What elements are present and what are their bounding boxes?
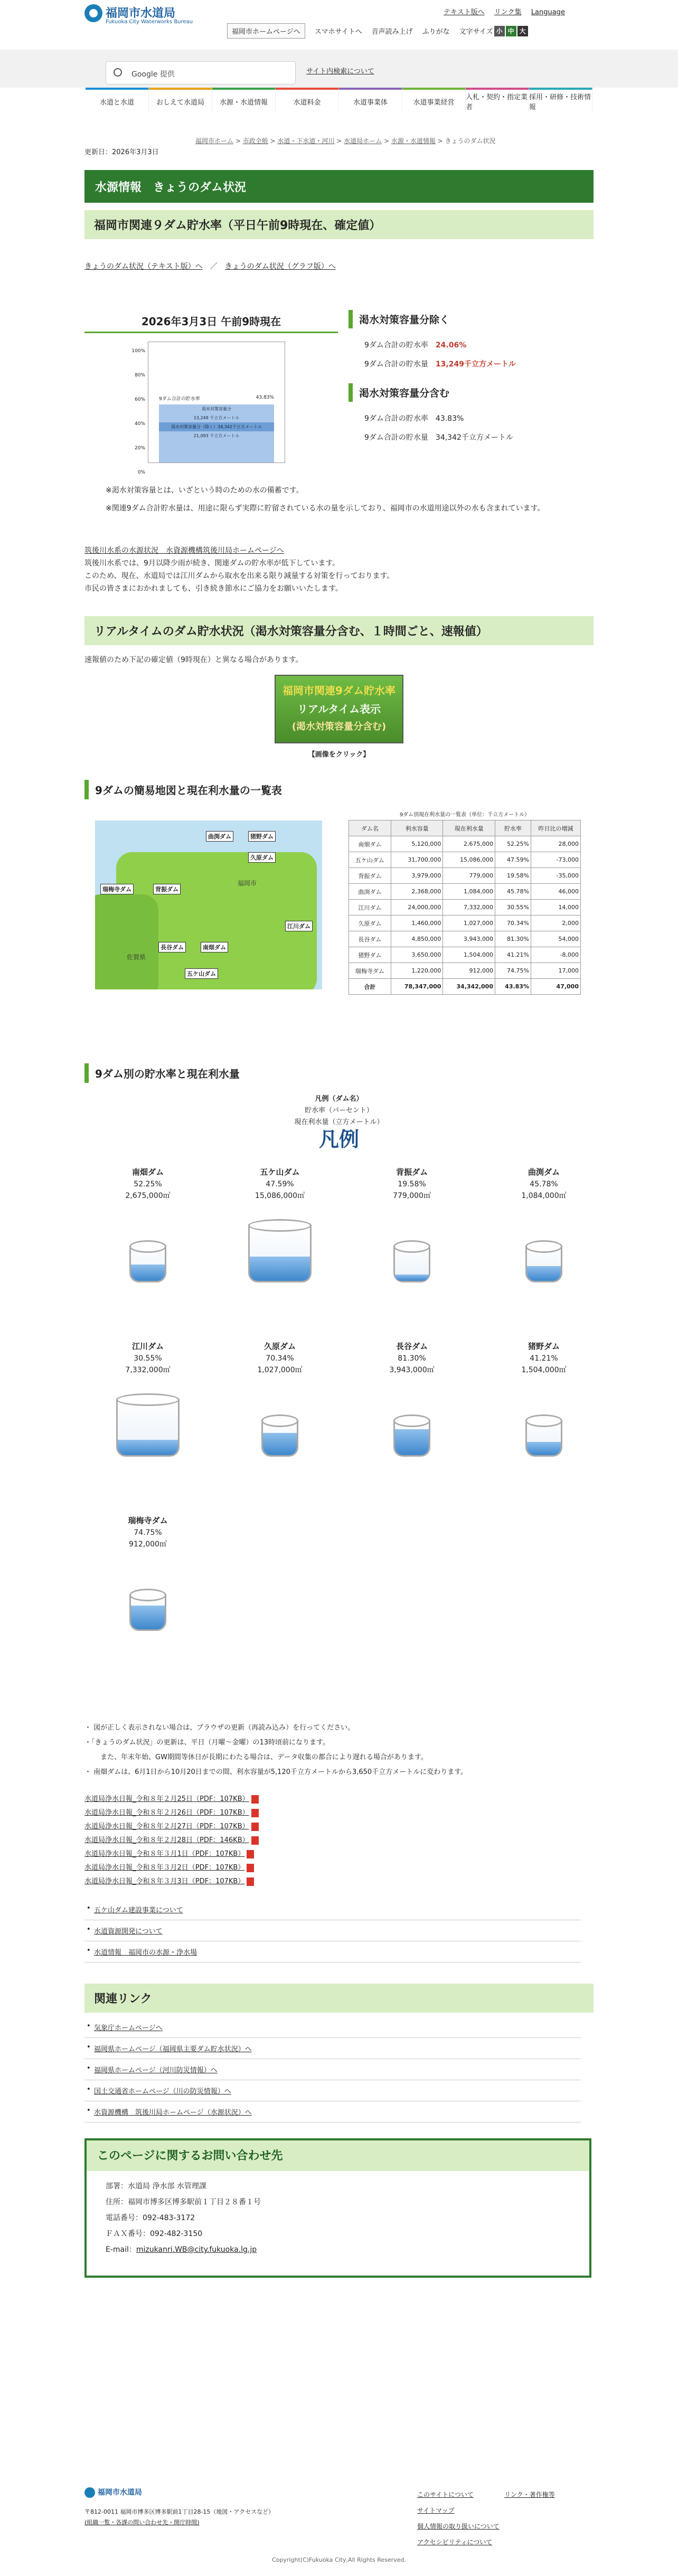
- dam-rate: 45.78%: [530, 1180, 558, 1188]
- legend-text: 凡例（ダム名）: [315, 1095, 363, 1103]
- global-nav: [86, 88, 592, 113]
- dam-jar: [129, 1245, 166, 1282]
- text-version-link[interactable]: テキスト版へ: [444, 8, 485, 16]
- map-table-block: [84, 810, 594, 1048]
- site-subtitle: Fukuoka City Waterworks Bureau: [106, 19, 193, 25]
- dam-label: [227, 1166, 333, 1202]
- search-band: [0, 50, 678, 88]
- pdf-icon: [251, 1836, 259, 1845]
- table-cell: 47,000: [531, 979, 581, 995]
- summary-date: 2026年3月3日 午前9時現在: [84, 310, 338, 333]
- table-cell: 五ケ山ダム: [349, 852, 391, 868]
- dam-label: [95, 1515, 201, 1550]
- contact-title: このページに関するお問い合わせ先: [87, 2140, 589, 2171]
- dam-volume: 7,332,000㎥: [125, 1366, 171, 1374]
- note: 図が正しく表示されない場合は、ブラウザの更新（再読み込み）を行ってください。: [93, 1724, 355, 1732]
- graph-box-text: 渇水対策容量分: [202, 407, 231, 411]
- breadcrumb-item[interactable]: 福岡市ホーム: [195, 137, 234, 145]
- dam-label: [359, 1341, 465, 1376]
- exclude-rate-label: 9ダム合計の貯水率: [364, 341, 428, 350]
- chikugo-text: このため、現在、水道局では江川ダムから取水を出来る限り減量する対策を行っております。: [84, 572, 394, 580]
- pdf-icon: [251, 1823, 259, 1831]
- dam-name: 五ケ山ダム: [260, 1167, 300, 1177]
- table-cell: 瑞梅寺ダム: [349, 963, 391, 979]
- dam-jar: [393, 1420, 430, 1457]
- table-cell: 4,850,000: [391, 931, 443, 947]
- table-row: [349, 916, 581, 931]
- dam-rate: 81.30%: [398, 1354, 426, 1363]
- include-title: 渇水対策容量分含む: [349, 383, 591, 402]
- voice-read-link[interactable]: 音声読み上げ: [371, 28, 413, 36]
- pdf-link[interactable]: 水道局浄水日報_令和８年２月25日（PDF：107KB）: [84, 1792, 594, 1806]
- nav-item[interactable]: 水道事業経営: [402, 88, 466, 113]
- chikugo-info: [84, 544, 594, 595]
- dam-volume: 1,504,000㎥: [521, 1366, 567, 1374]
- pdf-icon: [247, 1850, 254, 1858]
- links-link[interactable]: リンク集: [494, 8, 522, 16]
- table-cell: 19.58%: [495, 868, 531, 884]
- table-cell: 江川ダム: [349, 900, 391, 916]
- table-cell: 45.78%: [495, 884, 531, 900]
- site-title[interactable]: 福岡市水道局: [106, 7, 176, 20]
- font-small-button[interactable]: 小: [494, 26, 505, 36]
- table-cell: 52.25%: [495, 836, 531, 852]
- table-cell: 779,000: [443, 868, 495, 884]
- legend-mark: 凡例: [318, 1128, 359, 1151]
- text-version-view-link[interactable]: きょうのダム状況（テキスト版）へ: [84, 262, 203, 271]
- table-cell: 久原ダム: [349, 916, 391, 931]
- table-cell: 74.75%: [495, 963, 531, 979]
- pdf-list: [84, 1792, 594, 1889]
- main-content: [84, 170, 594, 2278]
- footer-logo-icon: [84, 2487, 95, 2498]
- table-cell: 1,027,000: [443, 916, 495, 931]
- dam-name: 曲渕ダム: [528, 1167, 560, 1177]
- pdf-icon: [247, 1864, 254, 1872]
- graph-box-text: 21,093 千立方メートル: [193, 433, 240, 438]
- dam-label: [359, 1166, 465, 1202]
- page-title: 水源情報 きょうのダム状況: [84, 170, 594, 203]
- graph-box-label: 9ダム合計の貯水率: [159, 397, 200, 402]
- dam-label: [95, 1166, 201, 1202]
- table-cell: 15,086,000: [443, 852, 495, 868]
- footer-addr: 〒812-0011 福岡市博多区博多駅前1丁目28-15（地図・アクセスなど）: [84, 2508, 275, 2515]
- table-cell: 3,943,000: [443, 931, 495, 947]
- page-link[interactable]: • 水道情報 福岡市の水源・浄水場: [84, 1941, 581, 1962]
- dam-jar: [129, 1594, 166, 1631]
- axis-label: 0%: [137, 470, 145, 475]
- dam-water-level: [131, 1265, 165, 1281]
- table-header: 現在利水量: [443, 820, 495, 836]
- table-cell: 7,332,000: [443, 900, 495, 916]
- legend-text: 現在利水量（立方メートル）: [294, 1118, 384, 1126]
- table-cell: 1,220,000: [391, 963, 443, 979]
- exclude-title: 渇水対策容量分除く: [349, 310, 591, 328]
- map-area-label: 佐賀県: [127, 954, 146, 961]
- font-size-label: 文字サイズ: [459, 28, 493, 36]
- table-cell: 3,650,000: [391, 947, 443, 963]
- dam-table: [349, 820, 581, 995]
- dam-water-level: [527, 1442, 561, 1455]
- table-cell: 14,000: [531, 900, 581, 916]
- table-caption: 9ダム別現在利水量の一覧表（単位：千立方メートル）: [399, 812, 530, 818]
- table-cell: 3,979,000: [391, 868, 443, 884]
- breadcrumb-item[interactable]: 市政全般: [242, 137, 268, 145]
- related-link[interactable]: • 福岡県ホームページ（福岡県主要ダム貯水状況）へ: [84, 2038, 581, 2059]
- axis-label: 80%: [134, 373, 145, 378]
- dam-name: 久原ダム: [263, 1342, 296, 1351]
- dam-volume: 779,000㎥: [393, 1192, 431, 1200]
- dam-volume: 3,943,000㎥: [389, 1366, 435, 1374]
- pdf-link[interactable]: 水道局浄水日報_令和８年２月28日（PDF：146KB）: [84, 1834, 594, 1847]
- search-placeholder: Google 提供: [131, 70, 175, 79]
- dam-volume: 1,027,000㎥: [257, 1366, 303, 1374]
- nav-item[interactable]: 水道と水道: [86, 88, 149, 113]
- site-search-help-link[interactable]: サイト内検索について: [306, 68, 374, 76]
- table-row: [349, 868, 581, 884]
- map-dam-label[interactable]: 曲渕ダム: [206, 831, 233, 842]
- pdf-icon: [251, 1795, 259, 1804]
- graph-box-text: 13,249 千立方メートル: [193, 416, 240, 420]
- map-dam-label[interactable]: 江川ダム: [285, 921, 313, 931]
- pdf-icon: [251, 1809, 259, 1817]
- realtime-image-text: リアルタイム表示: [297, 703, 381, 715]
- table-cell: 2,368,000: [391, 884, 443, 900]
- header: [0, 0, 678, 48]
- dam-jar: [248, 1224, 312, 1282]
- dam-rate: 52.25%: [134, 1180, 162, 1188]
- click-caption: 【画像をクリック】: [308, 751, 370, 759]
- dam-volume: 912,000㎥: [129, 1540, 167, 1549]
- contact-box: [84, 2138, 591, 2278]
- include-volume: 34,342千立方メートル: [435, 433, 513, 442]
- breadcrumb-item[interactable]: 水道・下水道・河川: [277, 137, 335, 145]
- dam-water-level: [395, 1429, 429, 1455]
- table-row: [349, 947, 581, 963]
- legend-text: 貯水率（パーセント）: [305, 1107, 373, 1115]
- table-row: [349, 852, 581, 868]
- related-link[interactable]: • 福岡県ホームページ（河川防災情報）へ: [84, 2059, 581, 2080]
- dam-name: 長谷ダム: [396, 1342, 428, 1351]
- axis-label: 100%: [131, 348, 145, 354]
- chikugo-text: 筑後川水系では、9月以降少雨が続き、関連ダムの貯水率が低下しています。: [84, 559, 340, 568]
- table-row: [349, 931, 581, 947]
- dam-name: 猪野ダム: [528, 1342, 560, 1351]
- copyright: Copyright(C)Fukuoka City,All Rights Reserved.: [272, 2556, 406, 2563]
- table-cell: 長谷ダム: [349, 931, 391, 947]
- breadcrumb-item[interactable]: 水源・水道情報: [391, 137, 436, 145]
- table-cell: 背振ダム: [349, 868, 391, 884]
- view-links: きょうのダム状況（テキスト版）へ ／ きょうのダム状況（グラフ版）へ: [84, 262, 336, 271]
- table-cell: 31,700,000: [391, 852, 443, 868]
- dam-jar: [525, 1245, 562, 1282]
- table-cell: 34,342,000: [443, 979, 495, 995]
- table-row: [349, 963, 581, 979]
- map-area-label: 福岡市: [238, 880, 257, 887]
- footer-link[interactable]: 個人情報の取り扱いについて: [417, 2523, 500, 2530]
- table-cell: 猪野ダム: [349, 947, 391, 963]
- map-dam-label[interactable]: 猪野ダム: [248, 831, 276, 842]
- page-link[interactable]: • 五ケ山ダム建設事業について: [84, 1899, 581, 1920]
- table-cell: 54,000: [531, 931, 581, 947]
- table-header: 昨日比の増減: [531, 820, 581, 836]
- header-links: [444, 6, 572, 16]
- map-dam-label[interactable]: 瑞梅寺ダム: [100, 884, 134, 894]
- dam-label: [491, 1166, 597, 1202]
- include-rate-label: 9ダム合計の貯水率: [364, 414, 428, 423]
- dam-volume: 1,084,000㎥: [521, 1192, 567, 1200]
- map-dam-label[interactable]: 五ケ山ダム: [185, 968, 218, 979]
- realtime-image-link[interactable]: [275, 675, 403, 743]
- dam-water-level: [118, 1440, 178, 1455]
- map-dam-label[interactable]: 久原ダム: [248, 852, 276, 863]
- graph-fill: [159, 404, 274, 463]
- dam-name: 背振ダム: [396, 1167, 428, 1177]
- related-link[interactable]: • 気象庁ホームページへ: [84, 2017, 581, 2038]
- contact-tel: 電話番号：092-483-3172: [106, 2214, 195, 2222]
- table-cell: 78,347,000: [391, 979, 443, 995]
- table-cell: -35,000: [531, 868, 581, 884]
- dam-jars: [84, 1145, 594, 1715]
- table-header: 利水容量: [391, 820, 443, 836]
- table-cell: -73,000: [531, 852, 581, 868]
- breadcrumb-current: きょうのダム状況: [445, 137, 496, 145]
- exclude-rate: 24.06%: [435, 341, 467, 350]
- dam-summary: [84, 310, 594, 532]
- graph-box-rate: 43.83%: [256, 395, 274, 400]
- dam-jar: [393, 1245, 430, 1282]
- pdf-link[interactable]: 水道局浄水日報_令和８年２月26日（PDF：107KB）: [84, 1806, 594, 1820]
- dam-rate: 19.58%: [398, 1180, 426, 1188]
- table-cell: 70.34%: [495, 916, 531, 931]
- dam-water-level: [250, 1257, 310, 1281]
- dam-jar: [525, 1420, 562, 1457]
- dam-label: [491, 1341, 597, 1376]
- related-link[interactable]: • 国土交通省ホームページ（川の防災情報）へ: [84, 2080, 581, 2101]
- dam-name: 江川ダム: [131, 1342, 164, 1351]
- realtime-desc: 速報値のため下記の確定値（9時現在）と異なる場合があります。: [84, 656, 303, 664]
- table-cell: -8,000: [531, 947, 581, 963]
- table-cell: 41.21%: [495, 947, 531, 963]
- dam-rate: 47.59%: [266, 1180, 294, 1188]
- exclude-volume-label: 9ダム合計の貯水量: [364, 360, 428, 369]
- note: 「きょうのダム状況」の更新は、平日（月曜〜金曜）の13時頃前になります。: [91, 1739, 330, 1747]
- dam-volume: 15,086,000㎥: [255, 1192, 305, 1200]
- dam-water-level: [263, 1433, 297, 1455]
- axis-label: 20%: [134, 446, 145, 451]
- graph-axis: [127, 339, 145, 485]
- include-rate: 43.83%: [435, 414, 464, 423]
- include-volume-label: 9ダム合計の貯水量: [364, 433, 428, 442]
- dam-water-level: [131, 1606, 165, 1629]
- table-cell: 17,000: [531, 963, 581, 979]
- related-links: [84, 2017, 581, 2122]
- header-tools: [227, 23, 528, 39]
- dam-water-level: [395, 1275, 429, 1281]
- notes: ・ 図が正しく表示されない場合は、ブラウザの更新（再読み込み）を行ってください。 ・「きょうのダム状況」の更新は、平日（月曜〜金曜）の13時頃前になります。 また、年末年始、GW期間等休日が長期にわたる場合は、データ収集の都合により遅れる場合があります。 ・ 南畑ダムは、6月1日から10月20日までの間、利水容量が5,120千立方メートルから3,650千立方メートルに変わります。: [84, 1721, 594, 1780]
- pdf-icon: [247, 1877, 254, 1886]
- table-row: [349, 884, 581, 900]
- footer-link[interactable]: このサイトについて: [417, 2491, 474, 2498]
- dam-name: 瑞梅寺ダム: [128, 1516, 168, 1525]
- table-cell: 南畑ダム: [349, 836, 391, 852]
- dam-label: [227, 1341, 333, 1376]
- contact-dept: 部署：水道局 浄水部 水管理課: [106, 2182, 206, 2191]
- pdf-link[interactable]: 水道局浄水日報_令和８年３月2日（PDF：107KB）: [84, 1861, 594, 1875]
- table-cell: 2,675,000: [443, 836, 495, 852]
- nav-item[interactable]: 水源・水道情報: [212, 88, 276, 113]
- table-cell: 1,504,000: [443, 947, 495, 963]
- search-input[interactable]: [106, 61, 296, 84]
- table-row: [349, 979, 581, 995]
- nav-item[interactable]: 水道事業体: [339, 88, 402, 113]
- chikugo-text: 市民の皆さまにおかれましても、引き続き節水にご協力をお願いいたします。: [84, 584, 343, 593]
- section-heading: 9ダムの簡易地図と現在利水量の一覧表: [84, 780, 594, 799]
- map-dam-label[interactable]: 南畑ダム: [201, 942, 228, 952]
- city-home-button[interactable]: 福岡市ホームページへ: [227, 23, 305, 39]
- furigana-link[interactable]: ふりがな: [422, 28, 450, 36]
- search-icon: [114, 68, 122, 77]
- logo-icon[interactable]: [84, 4, 102, 22]
- storage-graph: [131, 342, 285, 475]
- nav-item[interactable]: おしえて水道局: [149, 88, 212, 113]
- axis-label: 40%: [134, 421, 145, 427]
- exclude-panel: [349, 310, 591, 447]
- note: 南畑ダムは、6月1日から10月20日までの間、利水容量が5,120千立方メートルから3,650千立方メートルに変わります。: [93, 1768, 468, 1776]
- chikugo-link[interactable]: 筑後川水系の水源状況 水資源機構筑後川局ホームページへ: [84, 546, 284, 555]
- table-cell: 81.30%: [495, 931, 531, 947]
- section-heading: 9ダム別の貯水率と現在利水量: [84, 1063, 594, 1083]
- table-cell: 5,120,000: [391, 836, 443, 852]
- dam-table-wrap: [349, 810, 581, 995]
- table-header: 貯水率: [495, 820, 531, 836]
- table-header: ダム名: [349, 820, 391, 836]
- graph-box-text: 渇水対策容量分（除く）34,342千立方メートル: [159, 422, 274, 431]
- related-heading: 関連リンク: [84, 1984, 594, 2013]
- footer-link[interactable]: アクセシビリティについて: [417, 2539, 493, 2546]
- pdf-link[interactable]: 水道局浄水日報_令和８年３月1日（PDF：107KB）: [84, 1847, 594, 1861]
- table-cell: 28,000: [531, 836, 581, 852]
- map-dam-label[interactable]: 背振ダム: [153, 884, 181, 894]
- footer-org: 福岡市水道局: [97, 2488, 142, 2497]
- breadcrumb: 福岡市ホーム > 市政全般 > 水道・下水道・河川 > 水道局ホーム > 水源・水道情報 > きょうのダム状況: [195, 137, 496, 145]
- exclude-volume: 13,249千立方メートル: [435, 360, 516, 369]
- table-cell: 46,000: [531, 884, 581, 900]
- table-cell: 1,460,000: [391, 916, 443, 931]
- dam-jar: [261, 1420, 298, 1457]
- note: また、年末年始、GW期間等休日が長期にわたる場合は、データ収集の都合により遅れる場合があります。: [100, 1753, 428, 1761]
- nav-item[interactable]: 採用・研修・技術情報: [529, 88, 592, 113]
- table-cell: 30.55%: [495, 900, 531, 916]
- related-page-links: [84, 1899, 581, 1962]
- map-dam-label[interactable]: 長谷ダム: [158, 942, 186, 952]
- footer-link[interactable]: リンク・著作権等: [504, 2491, 555, 2498]
- contact-fax: ＦＡＸ番号：092-482-3150: [106, 2230, 203, 2238]
- dam-rate: 30.55%: [134, 1354, 162, 1363]
- note: ※渇水対策容量とは、いざという時のための水の備蓄です。: [106, 486, 304, 495]
- pdf-link[interactable]: 水道局浄水日報_令和８年３月3日（PDF：107KB）: [84, 1875, 594, 1889]
- table-cell: 1,084,000: [443, 884, 495, 900]
- table-cell: 43.83%: [495, 979, 531, 995]
- contact-addr: 住所：福岡市博多区博多駅前１丁目２８番１号: [106, 2198, 261, 2206]
- dam-rate: 70.34%: [266, 1354, 294, 1363]
- table-cell: 2,000: [531, 916, 581, 931]
- legend-block: [84, 1093, 594, 1151]
- dam-rate: 74.75%: [134, 1528, 162, 1537]
- table-cell: 曲渕ダム: [349, 884, 391, 900]
- pdf-link[interactable]: 水道局浄水日報_令和８年２月27日（PDF：107KB）: [84, 1820, 594, 1834]
- section-heading: 福岡市関連９ダム貯水率（平日午前9時現在、確定値）: [84, 210, 594, 239]
- footer-hours-link[interactable]: (組織一覧・各課の問い合わせ先・開庁時間): [84, 2519, 200, 2526]
- graph-version-view-link[interactable]: きょうのダム状況（グラフ版）へ: [224, 262, 336, 271]
- nav-item[interactable]: 入札・契約・指定業者: [466, 88, 529, 113]
- font-size-control: [459, 26, 528, 36]
- related-link[interactable]: • 水資源機構 筑後川局ホームページ（水源状況）へ: [84, 2101, 581, 2122]
- note: ※関連9ダム合計貯水量は、用途に限らず実際に貯留されている水の量を示しており、福岡市の水道用途以外の水も含まれています。: [106, 504, 545, 513]
- updated-date: 更新日：2026年3月3日: [84, 148, 159, 156]
- dam-name: 南畑ダム: [131, 1167, 164, 1177]
- dam-map: [95, 820, 322, 989]
- font-medium-button[interactable]: 中: [506, 26, 516, 36]
- page-link[interactable]: • 水道資源開発について: [84, 1920, 581, 1941]
- table-row: [349, 900, 581, 916]
- font-large-button[interactable]: 大: [517, 26, 528, 36]
- smartphone-link[interactable]: スマホサイトへ: [314, 28, 362, 36]
- table-cell: 24,000,000: [391, 900, 443, 916]
- dam-water-level: [527, 1266, 561, 1281]
- breadcrumb-item[interactable]: 水道局ホーム: [344, 137, 382, 145]
- contact-email-label: E-mail：: [106, 2245, 136, 2254]
- table-cell: 合計: [349, 979, 391, 995]
- dam-rate: 41.21%: [530, 1354, 558, 1363]
- realtime-image-text: (渇水対策容量分含む): [291, 721, 387, 732]
- realtime-image-text: 福岡市関連9ダム貯水率: [282, 684, 396, 697]
- table-cell: 47.59%: [495, 852, 531, 868]
- contact-email-link[interactable]: mizukanri.WB@city.fukuoka.lg.jp: [136, 2245, 257, 2254]
- axis-label: 60%: [134, 397, 145, 402]
- dam-jar: [116, 1399, 180, 1457]
- dam-label: [95, 1341, 201, 1376]
- table-row: [349, 836, 581, 852]
- dam-volume: 2,675,000㎥: [125, 1192, 171, 1200]
- footer-link[interactable]: サイトマップ: [417, 2507, 455, 2514]
- section-heading: リアルタイムのダム貯水状況（渇水対策容量分含む、１時間ごと、速報値）: [84, 616, 594, 645]
- language-link[interactable]: Language: [531, 8, 565, 16]
- nav-item[interactable]: 水道料金: [276, 88, 339, 113]
- table-cell: 912,000: [443, 963, 495, 979]
